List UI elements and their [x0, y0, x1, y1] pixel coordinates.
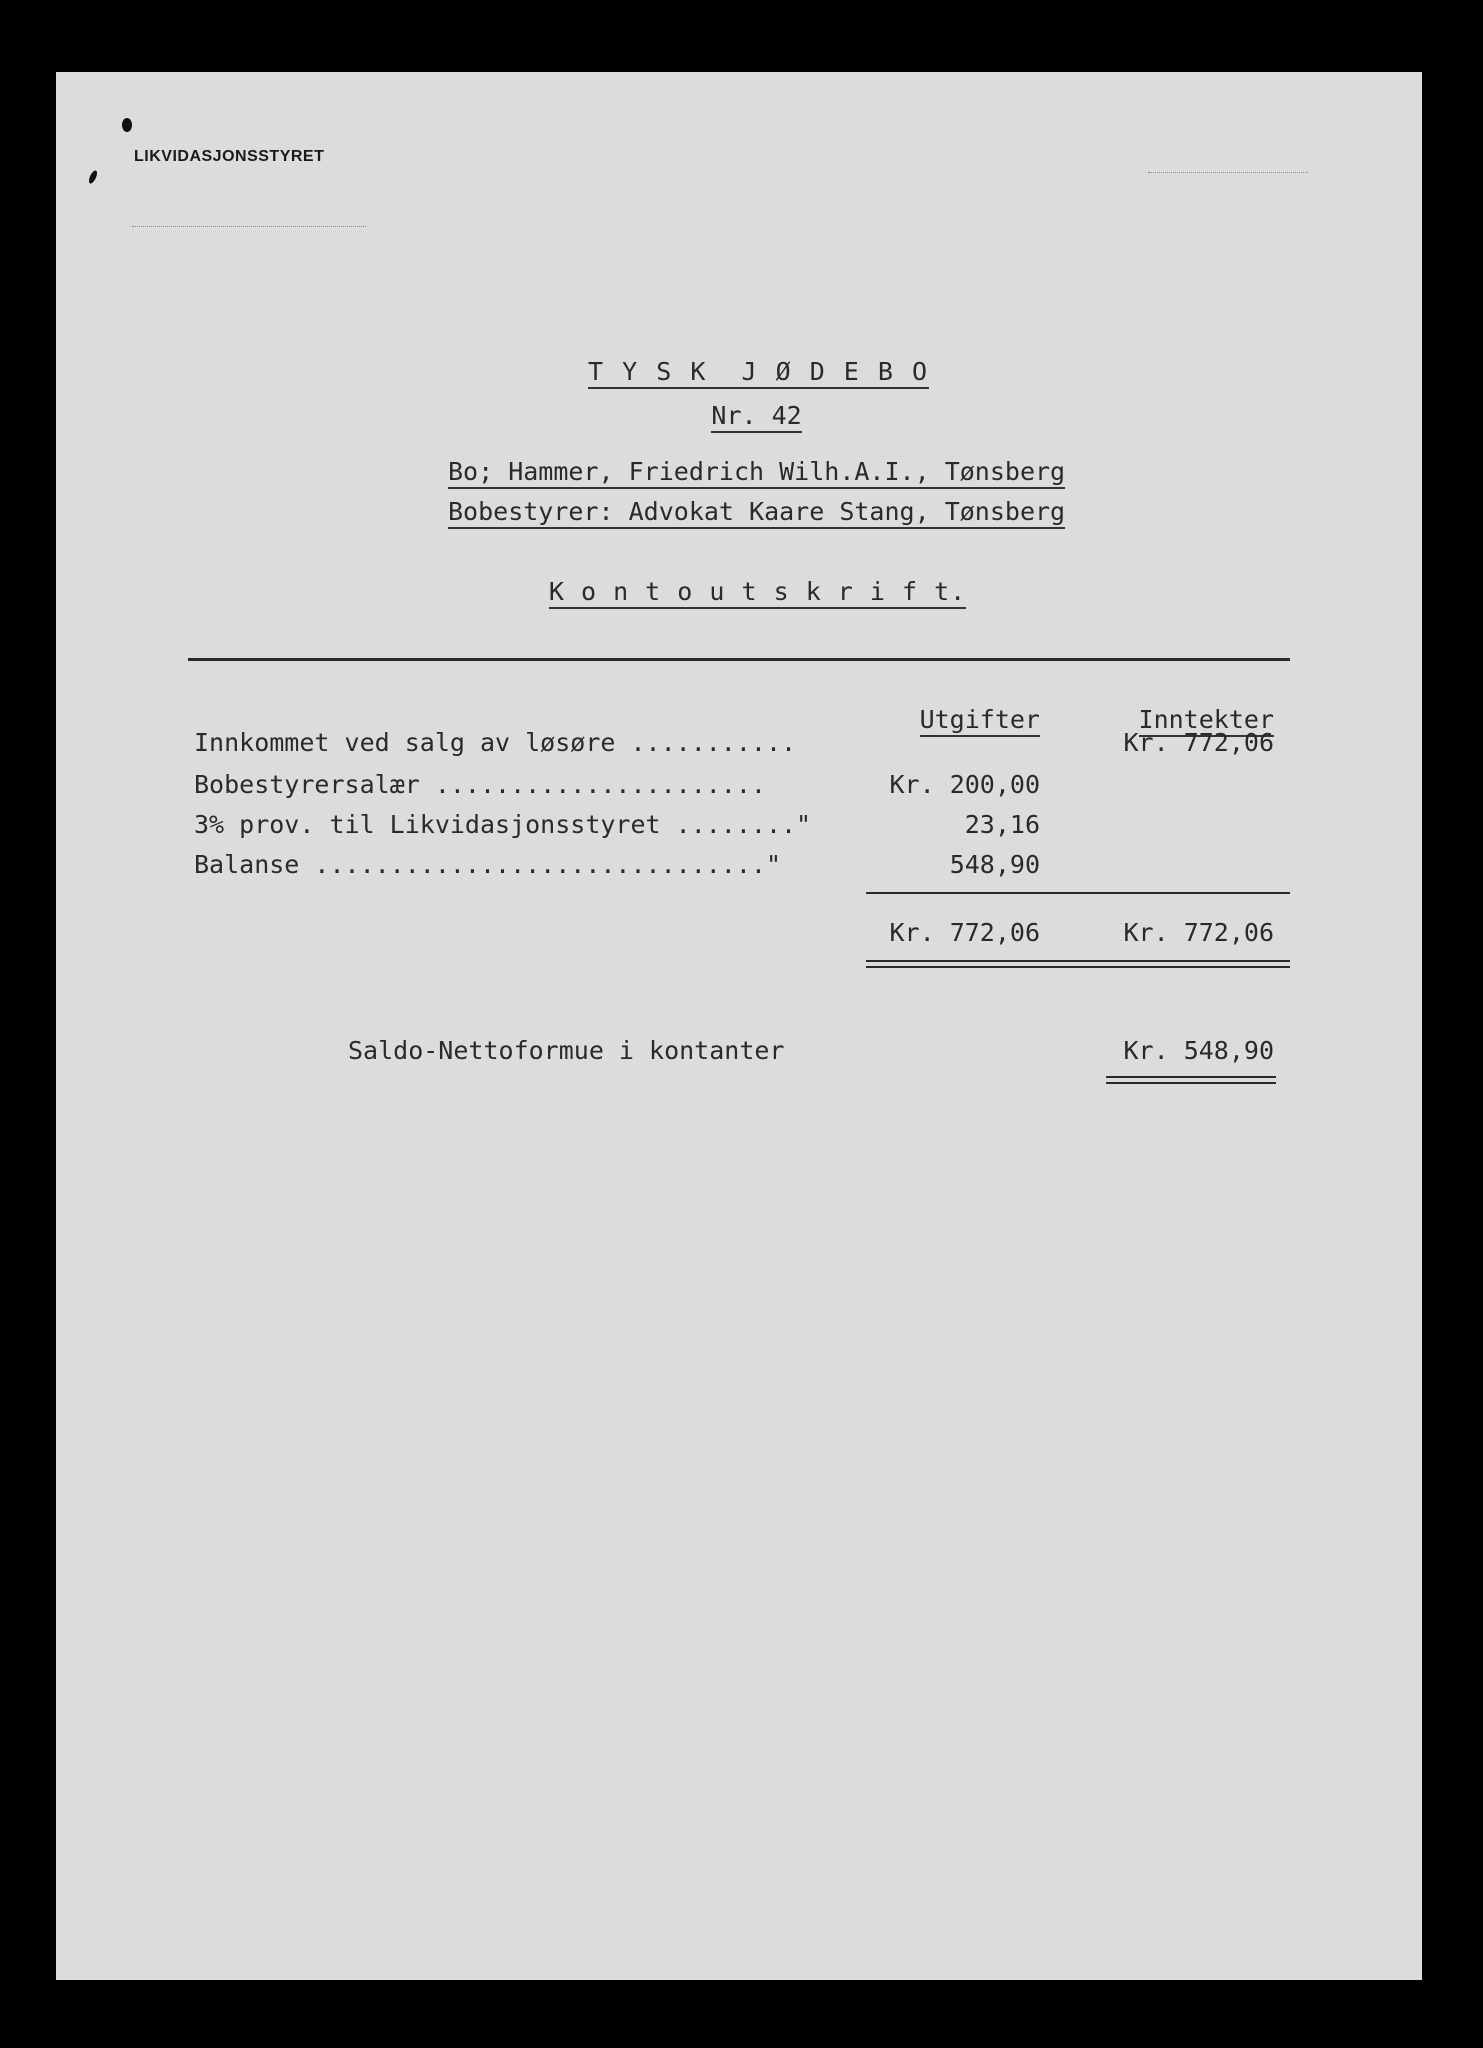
estate-number-text: Nr. 42 [711, 401, 801, 433]
table-top-rule [188, 658, 1290, 661]
entry-label: Innkommet ved salg av løsøre ........... [194, 728, 797, 757]
saldo-double-rule-top [1106, 1076, 1276, 1078]
saldo-value: Kr. 548,90 [1123, 1036, 1274, 1065]
entry-label: Bobestyrersalær ...................... [194, 770, 766, 799]
saldo-double-rule-bottom [1106, 1082, 1276, 1084]
punch-mark [122, 118, 132, 132]
total-double-rule-bottom [866, 966, 1290, 968]
letterhead-dotted-line [132, 226, 366, 227]
estate-number [0, 372, 1483, 430]
document-type [0, 548, 1483, 606]
column-header-income [1094, 676, 1274, 734]
estate-administrator-text: Bobestyrer: Advokat Kaare Stang, Tønsberg [448, 497, 1065, 529]
saldo-label: Saldo-Nettoformue i kontanter [348, 1036, 785, 1065]
entry-income: Kr. 772,06 [1123, 728, 1274, 757]
column-header-income-text: Inntekter [1139, 705, 1274, 737]
header-dotted-line-right [1148, 172, 1308, 173]
subtotal-rule [866, 892, 1290, 894]
total-double-rule-top [866, 960, 1290, 962]
entry-expense: 23,16 [964, 810, 1040, 839]
estate-name-text: Bo; Hammer, Friedrich Wilh.A.I., Tønsberg [448, 457, 1065, 489]
entry-expense: 548,90 [949, 850, 1040, 879]
column-header-expenses [860, 676, 1040, 734]
document-type-text: K o n t o u t s k r i f t. [549, 577, 966, 609]
total-expense: Kr. 772,06 [889, 918, 1040, 947]
document-title-text: T Y S K J Ø D E B O [588, 357, 929, 389]
column-header-expenses-text: Utgifter [920, 705, 1040, 737]
entry-label: Balanse .............................." [194, 850, 781, 879]
estate-administrator [0, 468, 1483, 526]
letterhead: LIKVIDASJONSSTYRET [134, 148, 325, 165]
total-income: Kr. 772,06 [1123, 918, 1274, 947]
entry-label: 3% prov. til Likvidasjonsstyret ........" [194, 810, 812, 839]
entry-expense: Kr. 200,00 [889, 770, 1040, 799]
